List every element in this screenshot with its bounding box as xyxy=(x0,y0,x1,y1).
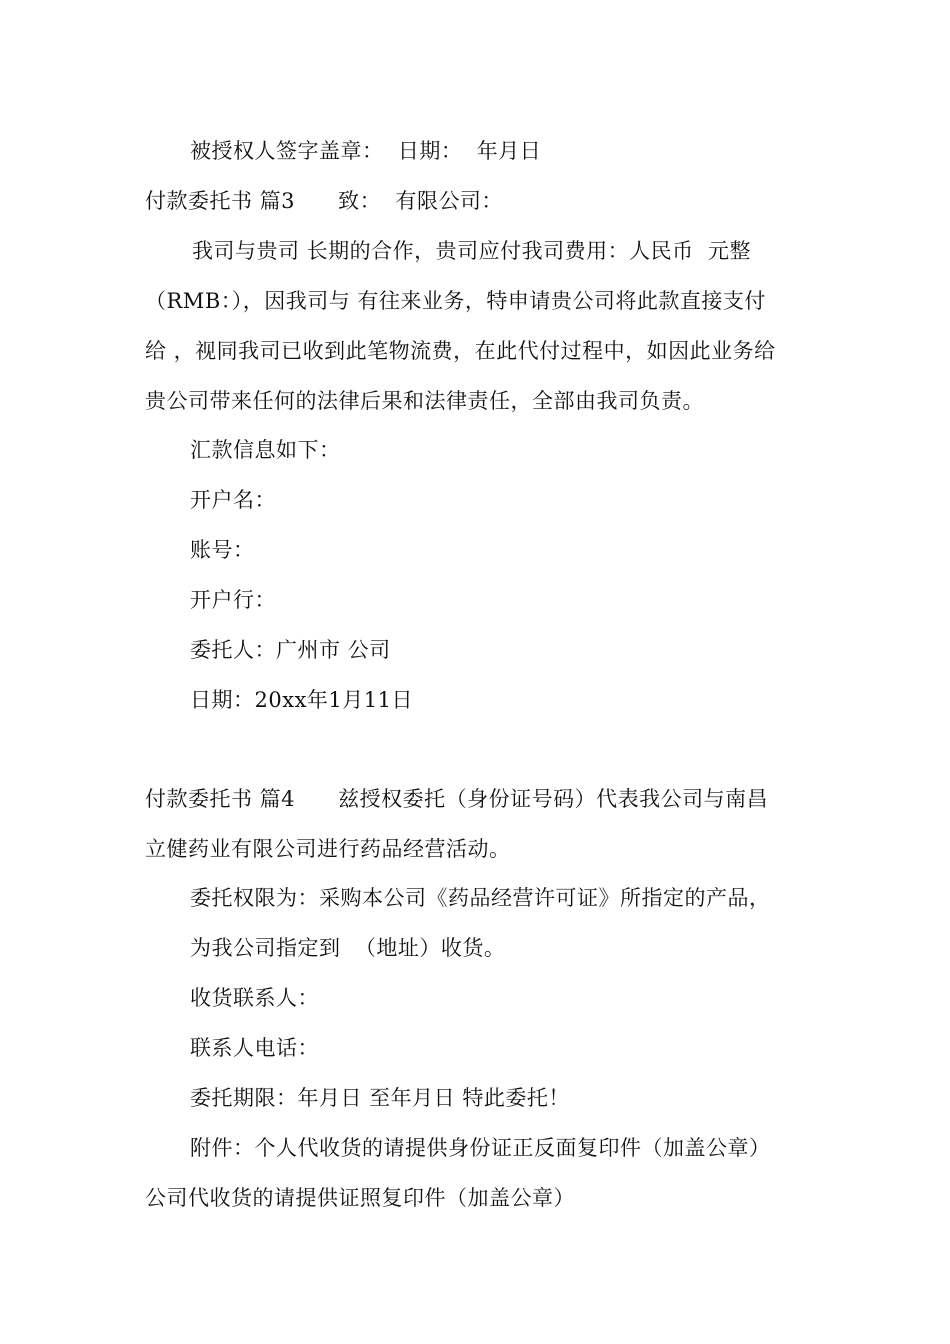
account-number-field: 账号： xyxy=(190,538,255,562)
section-4-heading: 付款委托书 篇4 兹授权委托（身份证号码）代表我公司与南昌 xyxy=(145,787,769,811)
principal-field: 委托人：广州市 公司 xyxy=(190,638,391,662)
delivery-address-line: 为我公司指定到 （地址）收货。 xyxy=(190,936,506,960)
section-3-paragraph-line-4: 贵公司带来任何的法律后果和法律责任，全部由我司负责。 xyxy=(145,389,704,413)
signature-date-line: 被授权人签字盖章： 日期： 年月日 xyxy=(190,139,542,163)
section-3-paragraph-line-3: 给 ，视同我司已收到此笔物流费，在此代付过程中，如因此业务给 xyxy=(145,339,776,363)
contact-phone-field: 联系人电话： xyxy=(190,1036,319,1060)
attachment-line-1: 附件：个人代收货的请提供身份证正反面复印件（加盖公章） xyxy=(190,1136,771,1160)
section-3-paragraph-line-1: 我司与贵司 长期的合作，贵司应付我司费用：人民币 元整 xyxy=(192,239,752,263)
date-field: 日期：20xx年1月11日 xyxy=(190,688,413,712)
section-3-heading: 付款委托书 篇3 致： 有限公司： xyxy=(145,189,503,213)
remittance-info-heading: 汇款信息如下： xyxy=(190,438,341,462)
account-name-field: 开户名： xyxy=(190,488,276,512)
authorization-period-line: 委托期限：年月日 至年月日 特此委托！ xyxy=(190,1086,570,1110)
bank-name-field: 开户行： xyxy=(190,588,276,612)
attachment-line-2: 公司代收货的请提供证照复印件（加盖公章） xyxy=(145,1186,575,1210)
section-4-paragraph-line-2: 立健药业有限公司进行药品经营活动。 xyxy=(145,837,511,861)
delivery-contact-field: 收货联系人： xyxy=(190,986,319,1010)
authorization-scope-line: 委托权限为：采购本公司《药品经营许可证》所指定的产品， xyxy=(190,886,771,910)
section-3-paragraph-line-2: （RMB：），因我司与 有往来业务，特申请贵公司将此款直接支付 xyxy=(145,289,766,313)
